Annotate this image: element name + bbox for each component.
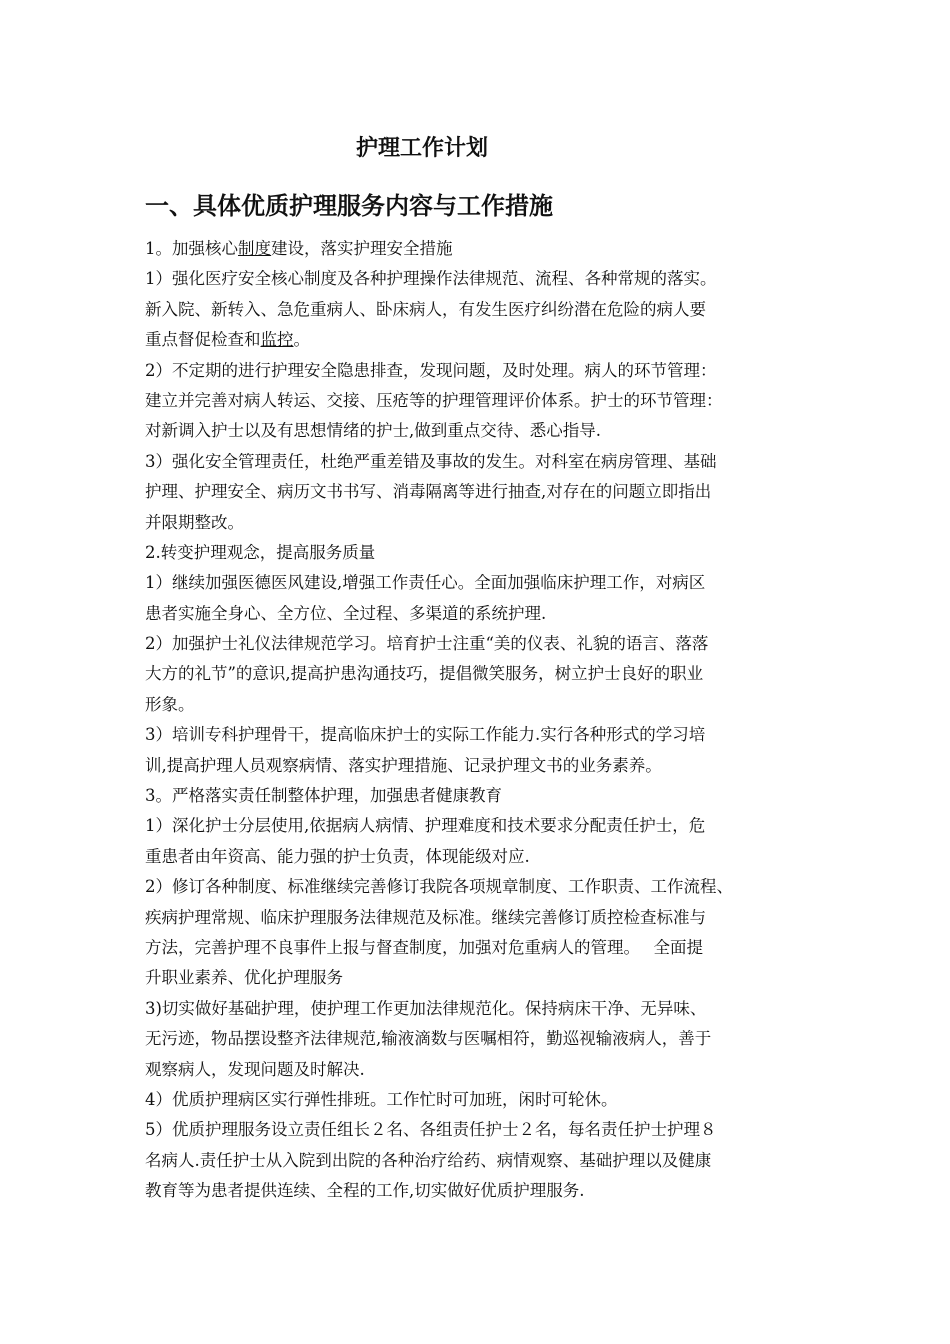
paragraph-line: 升职业素养、优化护理服务: [145, 968, 343, 988]
paragraph-line: 护理、护理安全、病历文书书写、消毒隔离等进行抽查,对存在的问题立即指出: [145, 482, 712, 502]
paragraph-line: 训,提高护理人员观察病情、落实护理措施、记录护理文书的业务素养。: [145, 755, 662, 775]
text-run: 重点督促检查和: [145, 330, 261, 350]
paragraph-line: 3)切实做好基础护理，使护理工作更加法律规范化。保持病床干净、无异味、: [145, 998, 707, 1018]
document-title: 护理工作计划: [355, 136, 488, 161]
paragraph-line: 2）修订各种制度、标准继续完善修订我院各项规章制度、工作职责、工作流程、: [145, 877, 733, 897]
paragraph-line: 教育等为患者提供连续、全程的工作,切实做好优质护理服务.: [145, 1181, 585, 1201]
paragraph-line: 形象。: [145, 694, 195, 714]
paragraph-line: 1）继续加强医德医风建设,增强工作责任心。全面加强临床护理工作，对病区: [145, 573, 706, 593]
paragraph-line: 并限期整改。: [145, 512, 244, 532]
paragraph-line: 大方的礼节”的意识,提高护患沟通技巧，提倡微笑服务，树立护士良好的职业: [145, 664, 704, 684]
paragraph-line: 2）不定期的进行护理安全隐患排查，发现问题，及时处理。病人的环节管理：: [145, 360, 717, 380]
paragraph-line: 疾病护理常规、临床护理服务法律规范及标准。继续完善修订质控检查标准与: [145, 907, 706, 927]
paragraph-line: 名病人.责任护士从入院到出院的各种治疗给药、病情观察、基础护理以及健康: [145, 1150, 712, 1170]
underlined-text: 监控: [260, 330, 294, 350]
paragraph-line: 1）深化护士分层使用,依据病人病情、护理难度和技术要求分配责任护士，危: [145, 816, 706, 836]
text-run: 1。加强核心: [145, 239, 238, 258]
paragraph-line: 2.转变护理观念，提高服务质量: [145, 542, 376, 562]
underlined-text: 制度: [238, 239, 271, 258]
paragraph-line: 新入院、新转入、急危重病人、卧床病人，有发生医疗纠纷潜在危险的病人要: [145, 299, 706, 319]
document-body: [145, 234, 825, 1207]
paragraph-line: 患者实施全身心、全方位、全过程、多渠道的系统护理.: [145, 603, 547, 623]
paragraph-line: 4）优质护理病区实行弹性排班。工作忙时可加班，闲时可轮休。: [145, 1089, 618, 1109]
paragraph-line: 对新调入护士以及有思想情绪的护士,做到重点交待、悉心指导.: [145, 421, 601, 441]
paragraph-line: [145, 234, 825, 264]
paragraph-line: 3）培训专科护理骨干，提高临床护士的实际工作能力.实行各种形式的学习培: [145, 725, 706, 745]
paragraph-line: 建立并完善对病人转运、交接、压疮等的护理管理评价体系。护士的环节管理：: [145, 390, 723, 410]
text-run: 建设，落实护理安全措施: [271, 239, 453, 258]
paragraph-line: [145, 325, 825, 355]
paragraph-line: 观察病人，发现问题及时解决.: [145, 1059, 365, 1079]
paragraph-line: 重患者由年资高、能力强的护士负责，体现能级对应.: [145, 846, 530, 866]
paragraph-line: 2）加强护士礼仪法律规范学习。培育护士注重“美的仪表、礼貌的语言、落落: [145, 634, 709, 654]
paragraph-line: 1）强化医疗安全核心制度及各种护理操作法律规范、流程、各种常规的落实。: [145, 269, 717, 289]
paragraph-line: 无污迹，物品摆设整齐法律规范,输液滴数与医嘱相符，勤巡视输液病人，善于: [145, 1029, 712, 1049]
text-run: 。: [293, 330, 310, 350]
paragraph-line: 3）强化安全管理责任，杜绝严重差错及事故的发生。对科室在病房管理、基础: [145, 451, 717, 471]
paragraph-line: 3。严格落实责任制整体护理，加强患者健康教育: [145, 786, 502, 806]
paragraph-line: 方法，完善护理不良事件上报与督查制度，加强对危重病人的管理。 全面提: [145, 937, 703, 957]
paragraph-line: 5）优质护理服务设立责任组长２名、各组责任护士２名，每名责任护士护理８: [145, 1120, 717, 1140]
section-heading: 一、具体优质护理服务内容与工作措施: [145, 192, 553, 220]
